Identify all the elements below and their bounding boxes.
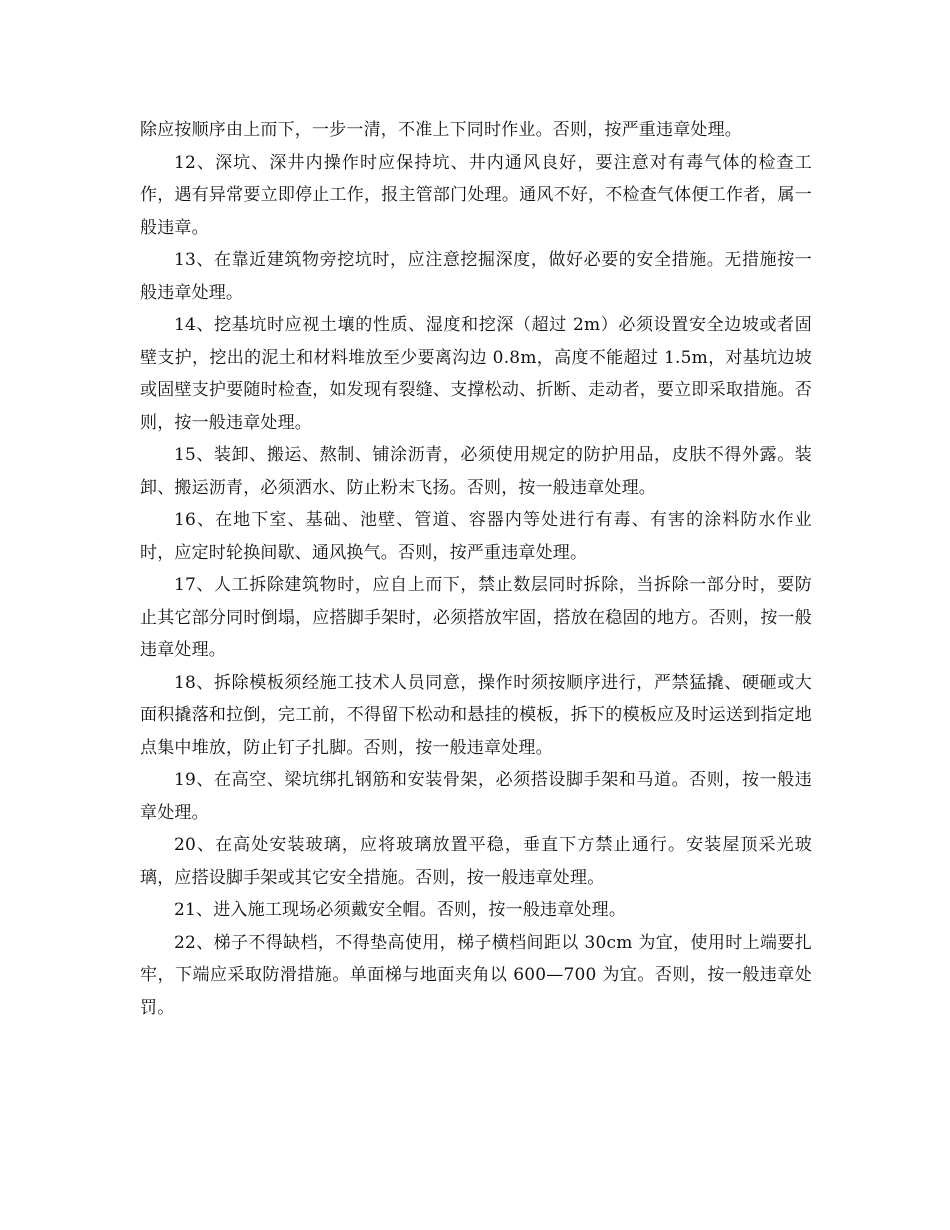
paragraph-item-16: 16、在地下室、基础、池壁、管道、容器内等处进行有毒、有害的涂料防水作业时，应定时轮换间歇、通风换气。否则，按严重违章处理。: [140, 510, 812, 563]
paragraph-item-12: 12、深坑、深井内操作时应保持坑、井内通风良好，要注意对有毒气体的检查工作，遇有异常要立即停止工作，报主管部门处理。通风不好，不检查气体便工作者，属一般违章。: [140, 152, 812, 238]
paragraph-item-18: 18、拆除模板须经施工技术人员同意，操作时须按顺序进行，严禁猛撬、硬砸或大面积撬落和拉倒，完工前，不得留下松动和悬挂的模板，拆下的模板应及时运送到指定地点集中堆放，防止钉子扎脚。否则，按一般违章处理。: [140, 672, 812, 758]
paragraph-item-22: 22、梯子不得缺档，不得垫高使用，梯子横档间距以 30cm 为宜，使用时上端要扎牢，下端应采取防滑措施。单面梯与地面夹角以 600—700 为宜。否则，按一般违章处罚。: [140, 932, 812, 1018]
document-body: [140, 114, 812, 1024]
paragraph-item-19: 19、在高空、梁坑绑扎钢筋和安装骨架，必须搭设脚手架和马道。否则，按一般违章处理。: [140, 770, 812, 823]
paragraph-item-15: 15、装卸、搬运、熬制、铺涂沥青，必须使用规定的防护用品，皮肤不得外露。装卸、搬运沥青，必须洒水、防止粉末飞扬。否则，按一般违章处理。: [140, 445, 812, 498]
paragraph-item-21: 21、进入施工现场必须戴安全帽。否则，按一般违章处理。: [174, 900, 627, 920]
paragraph-item-17: 17、人工拆除建筑物时，应自上而下，禁止数层同时拆除，当拆除一部分时，要防止其它部分同时倒塌，应搭脚手架时，必须搭放牢固，搭放在稳固的地方。否则，按一般违章处理。: [140, 575, 812, 660]
paragraph-item-13: 13、在靠近建筑物旁挖坑时，应注意挖掘深度，做好必要的安全措施。无措施按一般违章处理。: [140, 250, 812, 303]
paragraph-item-20: 20、在高处安装玻璃，应将玻璃放置平稳，垂直下方禁止通行。安装屋顶采光玻璃，应搭设脚手架或其它安全措施。否则，按一般违章处理。: [140, 835, 812, 888]
paragraph-continuation: 除应按顺序由上而下，一步一清，不准上下同时作业。否则，按严重违章处理。: [140, 120, 742, 140]
paragraph-item-14: 14、挖基坑时应视土壤的性质、湿度和挖深（超过 2m）必须设置安全边坡或者固壁支护，挖出的泥土和材料堆放至少要离沟边 0.8m，高度不能超过 1.5m，对基坑边坡或固壁支护要随时检查，如发现有裂缝、支撑松动、折断、走动者，要立即采取措施。否则，按一般违章处理。: [140, 315, 812, 433]
